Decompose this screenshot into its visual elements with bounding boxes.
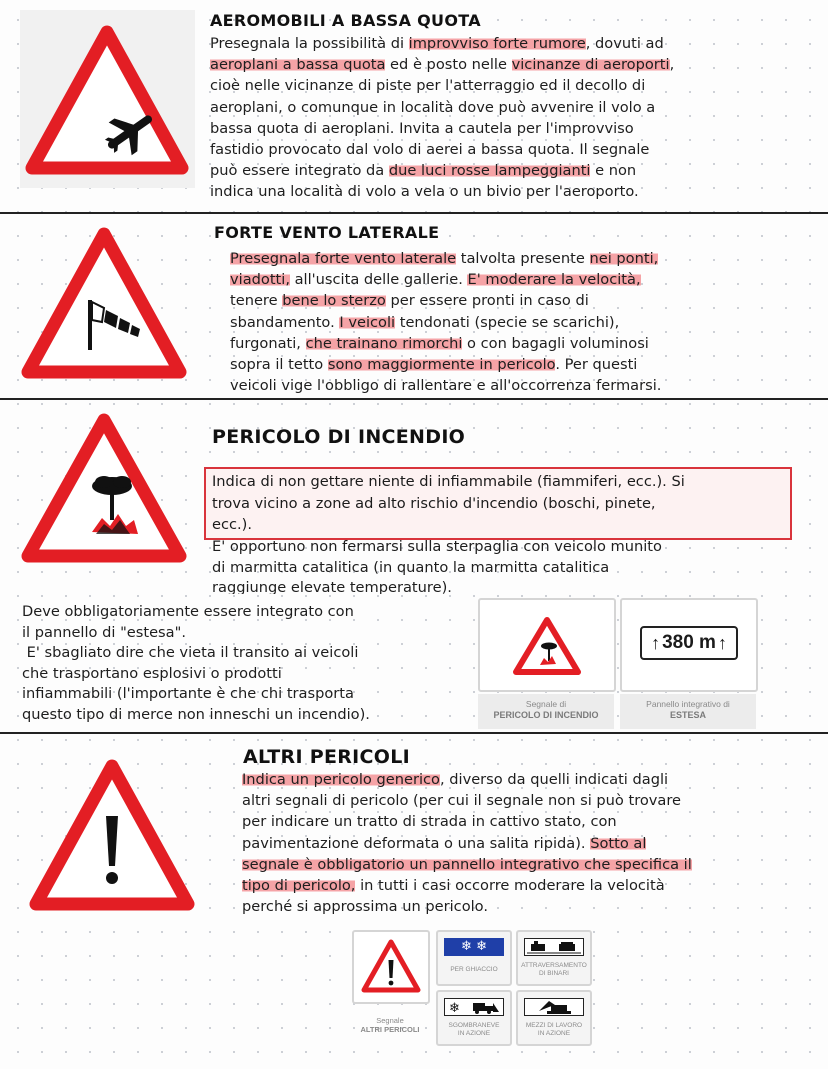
- body-line: che trasportano esplosivi o prodotti: [22, 664, 282, 682]
- box-line: ecc.).: [212, 516, 252, 533]
- caption-bottom: ESTESA: [669, 710, 706, 720]
- section-body: [210, 33, 810, 203]
- text-segment: , diverso da quelli indicati dagli: [439, 771, 669, 788]
- body-line: [210, 54, 810, 75]
- highlighted-text: sono maggiormente in pericolo: [327, 356, 556, 374]
- body-line: [210, 160, 810, 181]
- text-segment: aeroplani, o comunque in località dove può avvenire il volo a: [210, 98, 656, 116]
- text-segment: ,: [669, 56, 675, 74]
- body-line: [210, 97, 810, 118]
- excavator-panel: [524, 998, 584, 1016]
- sign-vento: [18, 222, 190, 386]
- text-segment: talvolta presente: [456, 250, 590, 267]
- highlighted-text: vicinanze di aeroporti: [511, 56, 670, 74]
- panel-lavoro: [516, 990, 592, 1046]
- text-segment: e non: [590, 162, 637, 180]
- text-segment: all'uscita delle gallerie.: [289, 271, 468, 289]
- body-line: [210, 118, 810, 139]
- body-line: [210, 33, 810, 54]
- body-line: [210, 139, 810, 160]
- card-pannello-estesa: [620, 598, 758, 692]
- highlighted-text: nei ponti,: [589, 250, 659, 267]
- highlighted-text: tipo di pericolo,: [242, 877, 356, 895]
- section-incendio: [0, 400, 828, 732]
- section-body: [242, 769, 822, 917]
- body-line: [230, 354, 820, 375]
- text-segment: bassa quota di aeroplani. Invita a cautela per l'improvviso: [210, 119, 634, 137]
- text-segment: tendonati (specie se scarichi),: [395, 313, 620, 331]
- highlighted-text: E' moderare la velocità,: [467, 271, 641, 289]
- snowplow-panel: [444, 998, 504, 1016]
- body-line: [230, 375, 820, 396]
- text-segment: per indicare un tratto di strada in cattivo stato, con: [242, 813, 617, 831]
- card-caption: [620, 694, 756, 729]
- train-icon: [527, 941, 581, 953]
- highlighted-text: Sotto al: [590, 834, 647, 852]
- panel-caption: [518, 962, 590, 978]
- left-body: [22, 602, 462, 726]
- caption-line: IN AZIONE: [537, 1030, 571, 1037]
- body-line: [230, 290, 820, 311]
- section-body: [212, 537, 812, 594]
- text-segment: ed è posto nelle: [385, 56, 512, 74]
- body-line: E' sbagliato dire che vieta il transito ai veicoli: [22, 644, 359, 662]
- section-vento: [0, 214, 828, 398]
- sign-incendio: [18, 410, 190, 568]
- caption-line: ATTRAVERSAMENTO: [521, 962, 587, 969]
- text-segment: pavimentazione deformata o una salita ripida).: [242, 834, 591, 852]
- body-line: il pannello di "estesa".: [22, 623, 186, 641]
- section-title: ALTRI PERICOLI: [243, 746, 411, 768]
- highlighted-text: due luci rosse lampeggianti: [388, 162, 591, 180]
- text-segment: furgonati,: [230, 334, 306, 352]
- body-line: [242, 896, 822, 917]
- body-line: [242, 833, 822, 854]
- panel-binari: [516, 930, 592, 986]
- snowflake-panel: [444, 938, 504, 956]
- highlighted-text: aeroplani a bassa quota: [210, 56, 386, 74]
- body-line: [210, 181, 810, 202]
- text-segment: perché si approssima un pericolo.: [242, 898, 488, 916]
- text-segment: altri segnali di pericolo (per cui il segnale non si può trovare: [242, 792, 682, 810]
- text-segment: Presegnala la possibilità di: [210, 35, 409, 52]
- panel-estesa: [640, 626, 738, 660]
- text-segment: sbandamento.: [230, 313, 340, 331]
- arrow-up-icon: ↑: [651, 632, 661, 653]
- caption-top: Pannello integrativo di: [646, 699, 730, 709]
- card-segnale-incendio: [478, 598, 616, 692]
- card-caption: [478, 694, 614, 729]
- snowplow-icon: [473, 1003, 499, 1014]
- box-line: Indica di non gettare niente di infiammabile (fiammiferi, ecc.). Si: [212, 473, 685, 490]
- arrow-up-icon: ↑: [717, 632, 727, 653]
- text-segment: cioè nelle vicinanze di piste per l'atterraggio ed il decollo di: [210, 77, 646, 95]
- panel-sgombraneve: [436, 990, 512, 1046]
- body-line: [242, 854, 822, 875]
- body-line: [230, 333, 820, 354]
- body-line: E' opportuno non fermarsi sulla sterpaglia con veicolo munito: [212, 538, 662, 555]
- highlighted-text: Presegnala forte vento laterale: [230, 250, 457, 267]
- train-panel: [524, 938, 584, 956]
- sign-altri-pericoli: [26, 754, 198, 916]
- snowflake-icon: ❄: [461, 939, 472, 954]
- caption-bottom: ALTRI PERICOLI: [360, 1025, 420, 1034]
- panel-ghiaccio: [436, 930, 512, 986]
- body-line: [230, 312, 820, 333]
- section-title: AEROMOBILI A BASSA QUOTA: [210, 11, 481, 30]
- caption-top: Segnale: [376, 1016, 404, 1025]
- body-line: [230, 248, 820, 269]
- highlighted-text: Indica un pericolo generico: [242, 771, 440, 788]
- caption-line: IN AZIONE: [457, 1030, 491, 1037]
- section-aeromobili: [0, 0, 828, 212]
- highlighted-text: improvviso forte rumore: [408, 35, 586, 52]
- body-line: [242, 811, 822, 832]
- highlighted-text: I veicoli: [339, 313, 396, 331]
- snowflake-icon: ❄: [476, 939, 487, 954]
- section-title: PERICOLO DI INCENDIO: [212, 426, 466, 448]
- caption-line: SGOMBRANEVE: [448, 1022, 500, 1029]
- highlighted-text: segnale è obbligatorio un pannello integrativo che specifica il: [242, 855, 692, 873]
- body-line: [230, 269, 820, 290]
- highlighted-text: viadotti,: [230, 271, 290, 289]
- section-altri-pericoli: [0, 734, 828, 1069]
- body-line: infiammabili (l'importante è che chi trasporta: [22, 685, 354, 703]
- body-line: Deve obbligatoriamente essere integrato con: [22, 603, 354, 620]
- body-line: questo tipo di merce non inneschi un incendio).: [22, 705, 370, 723]
- sign-aeromobili: [20, 10, 195, 188]
- body-line: [242, 875, 822, 896]
- text-segment: . Per questi: [555, 356, 638, 374]
- excavator-icon: [539, 1001, 571, 1014]
- text-segment: in tutti i casi occorre moderare la velocità: [355, 877, 665, 895]
- body-line: [242, 790, 822, 811]
- text-segment: tenere: [230, 292, 283, 310]
- svg-text:❄: ❄: [449, 1001, 460, 1015]
- section-body: [230, 248, 820, 396]
- text-segment: per essere pronti in caso di: [385, 292, 589, 310]
- text-segment: veicoli vige l'obbligo di rallentare e all'occorrenza fermarsi.: [230, 377, 662, 395]
- highlight-box: [204, 467, 792, 540]
- card-caption: [350, 1016, 430, 1034]
- caption-line: DI BINARI: [539, 970, 569, 977]
- body-line: di marmitta catalitica (in quanto la marmitta catalitica: [212, 558, 610, 576]
- text-segment: , dovuti ad: [585, 35, 664, 52]
- text-segment: o con bagagli voluminosi: [462, 334, 649, 352]
- highlighted-text: che trainano rimorchi: [305, 334, 463, 352]
- exclamation-icon: [389, 960, 394, 985]
- box-line: trova vicino a zone ad alto rischio d'incendio (boschi, pinete,: [212, 494, 656, 512]
- panel-value: 380 m: [662, 632, 716, 653]
- card-segnale-altri-pericoli: [352, 930, 430, 1004]
- caption-bottom: PERICOLO DI INCENDIO: [493, 710, 599, 720]
- body-line: [242, 769, 822, 790]
- text-segment: fastidio provocato dal volo di aerei a bassa quota. Il segnale: [210, 141, 650, 159]
- text-segment: indica una località di volo a vela o un bivio per l'aeroporto.: [210, 183, 639, 201]
- text-segment: sopra il tetto: [230, 356, 328, 374]
- caption-top: Segnale di: [525, 699, 567, 709]
- text-segment: può essere integrato da: [210, 162, 389, 180]
- caption-line: PER GHIACCIO: [450, 966, 498, 973]
- snowflake-icon: [449, 1001, 460, 1015]
- highlighted-text: bene lo sterzo: [282, 292, 386, 310]
- section-title: FORTE VENTO LATERALE: [214, 223, 440, 242]
- body-line: raggiunge elevate temperature).: [212, 579, 452, 594]
- panel-caption: [438, 1022, 510, 1038]
- body-line: [210, 75, 810, 96]
- panel-caption: [438, 966, 510, 974]
- panel-caption: [518, 1022, 590, 1038]
- caption-line: MEZZI DI LAVORO: [525, 1022, 583, 1029]
